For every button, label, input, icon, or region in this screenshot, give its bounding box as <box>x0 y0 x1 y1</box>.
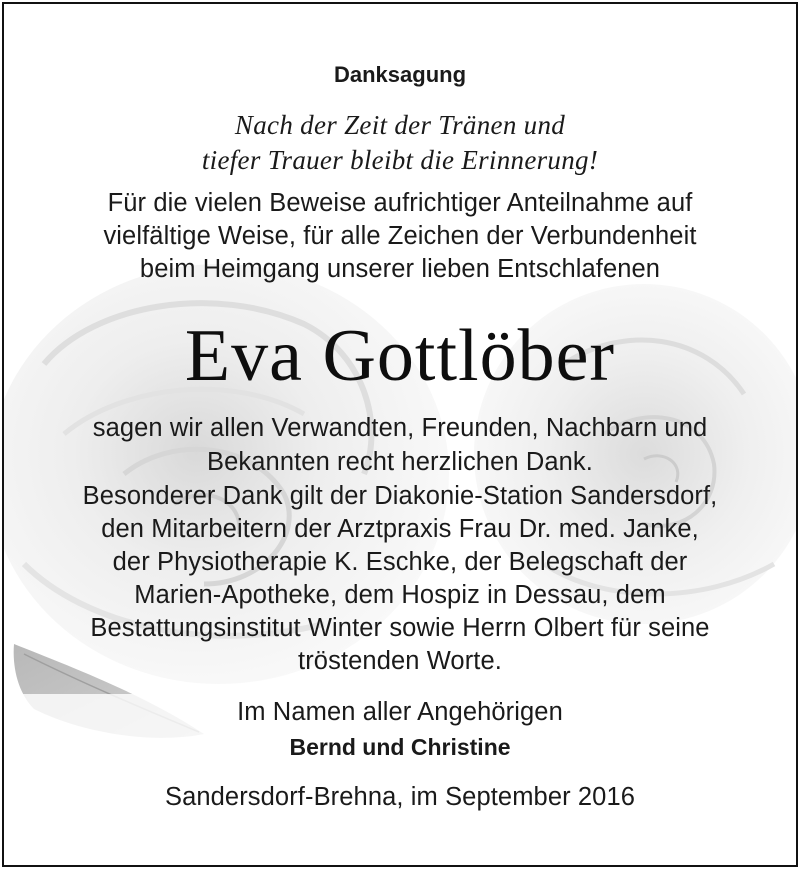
quote-line: tiefer Trauer bleibt die Erinnerung! <box>201 145 599 175</box>
intro-line: Für die vielen Beweise aufrichtiger Anteilnahme auf <box>107 189 693 217</box>
notice-heading: Danksagung <box>333 62 467 87</box>
quote-line: Nach der Zeit der Tränen und <box>234 110 566 140</box>
thanks-line: tröstenden Worte. <box>298 647 502 675</box>
thanks-line: der Physiotherapie K. Eschke, der Belegschaft der <box>112 548 688 576</box>
notice-content <box>4 4 796 865</box>
on-behalf-line: Im Namen aller Angehörigen <box>237 698 563 726</box>
thanks-line: Bekannten recht herzlichen Dank. <box>207 448 593 476</box>
thanks-line: den Mitarbeitern der Arztpraxis Frau Dr. med. Janke, <box>101 515 699 543</box>
thanks-line: sagen wir allen Verwandten, Freunden, Nachbarn und <box>92 414 708 442</box>
thanks-line: Bestattungsinstitut Winter sowie Herrn Olbert für seine <box>90 614 710 642</box>
place-date: Sandersdorf-Brehna, im September 2016 <box>164 783 636 811</box>
thanks-line: Besonderer Dank gilt der Diakonie-Station Sandersdorf, <box>82 482 718 510</box>
thanks-line: Marien-Apotheke, dem Hospiz in Dessau, dem <box>134 581 666 609</box>
signers: Bernd und Christine <box>289 734 511 760</box>
obituary-notice <box>2 2 798 867</box>
deceased-name: Eva Gottlöber <box>184 315 616 397</box>
intro-line: beim Heimgang unserer lieben Entschlafenen <box>139 255 661 283</box>
intro-line: vielfältige Weise, für alle Zeichen der Verbundenheit <box>103 222 697 250</box>
